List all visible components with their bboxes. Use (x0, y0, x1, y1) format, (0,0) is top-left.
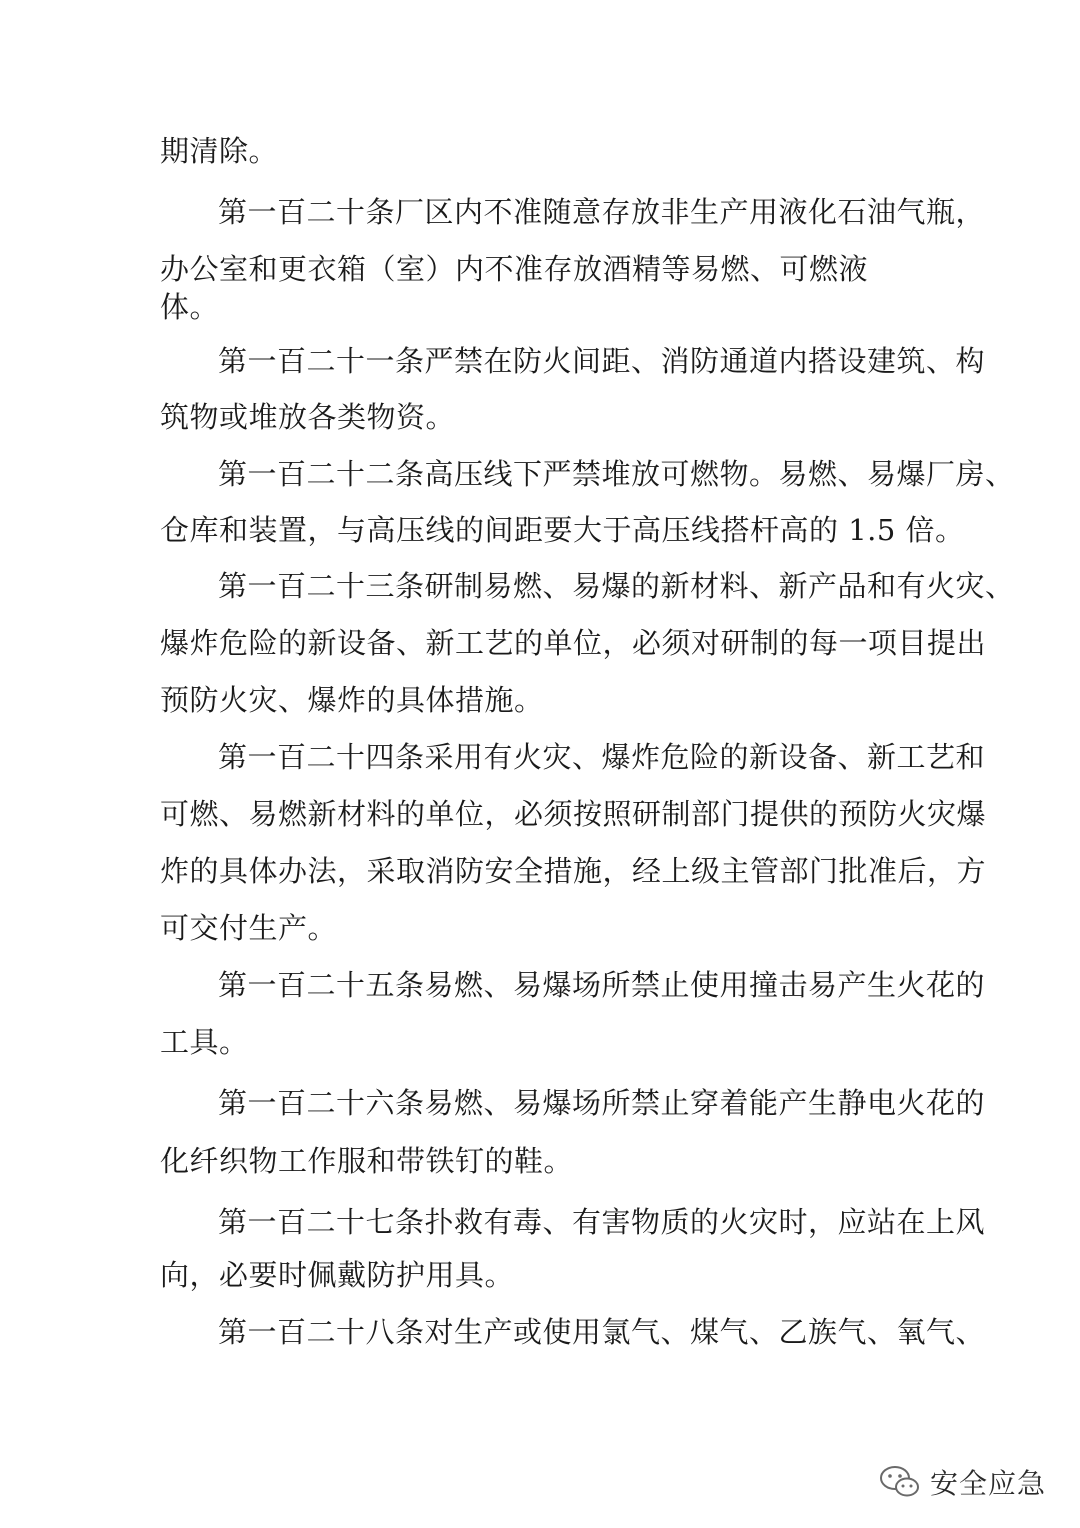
text-line: 办公室和更衣箱（室）内不准存放酒精等易燃、可燃液 (160, 252, 869, 286)
text-line: 第一百二十七条扑救有毒、有害物质的火灾时，应站在上风 (218, 1205, 986, 1239)
text-line: 预防火灾、爆炸的具体措施。 (160, 683, 544, 717)
text-line: 第一百二十五条易燃、易爆场所禁止使用撞击易产生火花的 (218, 968, 986, 1002)
text-line: 第一百二十条厂区内不准随意存放非生产用液化石油气瓶， (218, 195, 986, 229)
text-line: 第一百二十四条采用有火灾、爆炸危险的新设备、新工艺和 (218, 740, 986, 774)
text-line: 仓库和装置，与高压线的间距要大于高压线搭杆高的 1.5 倍。 (160, 513, 965, 547)
text-line: 可交付生产。 (160, 911, 338, 945)
text-line: 爆炸危险的新设备、新工艺的单位，必须对研制的每一项目提出 (160, 626, 987, 660)
text-line: 炸的具体办法，采取消防安全措施，经上级主管部门批准后，方 (160, 854, 987, 888)
text-line: 第一百二十二条高压线下严禁堆放可燃物。易燃、易爆厂房、 (218, 457, 1015, 491)
text-line: 可燃、易燃新材料的单位，必须按照研制部门提供的预防火灾爆 (160, 797, 987, 831)
text-line: 筑物或堆放各类物资。 (160, 400, 456, 434)
text-line: 化纤织物工作服和带铁钉的鞋。 (160, 1144, 574, 1178)
text-line: 第一百二十六条易燃、易爆场所禁止穿着能产生静电火花的 (218, 1086, 986, 1120)
text-line: 向，必要时佩戴防护用具。 (160, 1258, 515, 1292)
text-line: 期清除。 (160, 134, 279, 168)
text-line: 工具。 (160, 1025, 249, 1059)
watermark (878, 1462, 1046, 1502)
text-line: 第一百二十一条严禁在防火间距、消防通道内搭设建筑、构 (218, 344, 986, 378)
watermark-text: 安全应急 (930, 1467, 1047, 1500)
wechat-icon (878, 1464, 922, 1500)
text-line: 第一百二十八条对生产或使用氯气、煤气、乙族气、氧气、 (218, 1315, 986, 1349)
text-line: 第一百二十三条研制易燃、易爆的新材料、新产品和有火灾、 (218, 569, 1015, 603)
text-line: 体。 (160, 290, 220, 324)
